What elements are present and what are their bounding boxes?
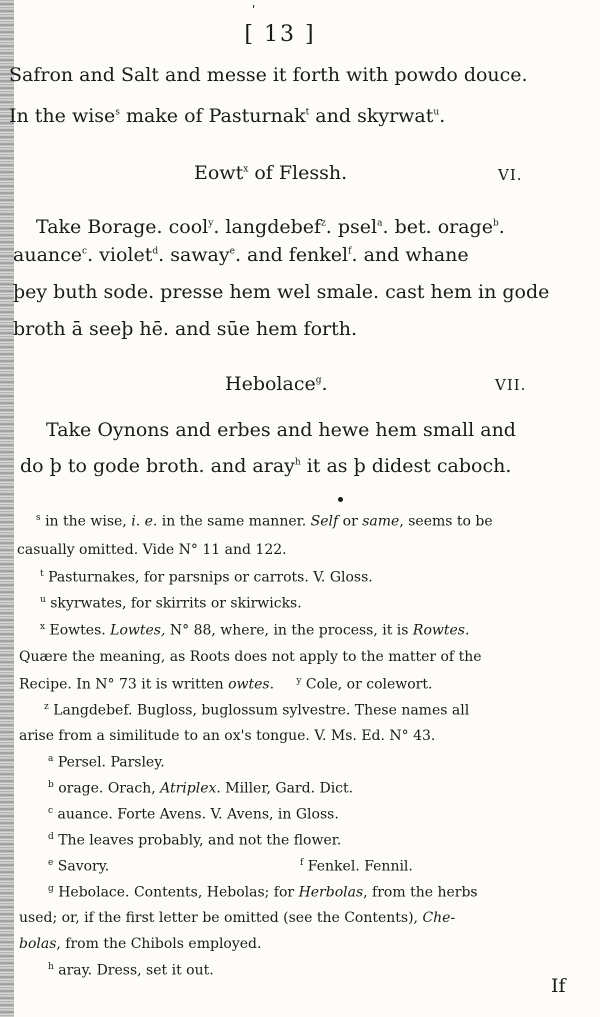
footnote: used; or, if the first letter be omitted (see the Contents), Che- bbox=[19, 910, 456, 926]
recipe-number: VI. bbox=[498, 166, 523, 184]
recipe-line: broth ā seeþ hē. and sūe hem forth. bbox=[13, 318, 358, 340]
recipe-line: do þ to gode broth. and aray$^h$ it as þ didest caboch. bbox=[20, 455, 512, 477]
footnote: $^g$ Hebolace. Contents, Hebolas; for Herbolas, from the herbs bbox=[48, 884, 478, 901]
recipe-title: Eowt$^x$ of Flessh. bbox=[194, 162, 348, 184]
footnote: $^s$ in the wise, i. e. in the same manner. Self or same, seems to be bbox=[36, 513, 493, 530]
page-mark: ʹ bbox=[252, 4, 256, 18]
footnote: $^e$ Savory. bbox=[48, 858, 110, 875]
footnote: $^f$ Fenkel. Fennil. bbox=[300, 858, 413, 875]
recipe-line: auance$^c$. violet$^d$. saway$^e$. and fenkel$^f$. and whane bbox=[13, 244, 469, 266]
recipe-line: þey buth sode. presse hem wel smale. cast hem in gode bbox=[13, 281, 550, 303]
continuation-line: In the wise$^s$ make of Pasturnak$^t$ and skyrwat$^u$. bbox=[9, 105, 446, 127]
footnote: $^z$ Langdebef. Bugloss, buglossum sylvestre. These names all bbox=[44, 702, 470, 719]
footnote: $^d$ The leaves probably, and not the flower. bbox=[48, 832, 342, 849]
page-number: [ 13 ] bbox=[244, 22, 316, 47]
continuation-line: Safron and Salt and messe it forth with powdo douce. bbox=[9, 64, 528, 86]
footnote: Recipe. In N° 73 it is written owtes. $^y$ Cole, or colewort. bbox=[19, 676, 433, 693]
footnote: $^c$ auance. Forte Avens. V. Avens, in Gloss. bbox=[48, 806, 339, 823]
footnote: arise from a similitude to an ox's tongue. V. Ms. Ed. N° 43. bbox=[19, 728, 436, 744]
recipe-title: Hebolace$^g$. bbox=[225, 373, 328, 395]
recipe-line: Take Borage. cool$^y$. langdebef$^z$. psel$^a$. bet. orage$^b$. bbox=[36, 216, 505, 238]
footnote: $^b$ orage. Orach, Atriplex. Miller, Gard. Dict. bbox=[48, 780, 354, 797]
footnote: $^x$ Eowtes. Lowtes, N° 88, where, in the process, it is Rowtes. bbox=[40, 622, 470, 639]
footnote: $^h$ aray. Dress, set it out. bbox=[48, 962, 214, 979]
footnote: Quære the meaning, as Roots does not apply to the matter of the bbox=[19, 649, 482, 665]
page-edge-shadow bbox=[0, 0, 14, 1017]
footnote: casually omitted. Vide N° 11 and 122. bbox=[17, 542, 287, 558]
footnote: $^a$ Persel. Parsley. bbox=[48, 754, 165, 771]
footnote: $^t$ Pasturnakes, for parsnips or carrots. V. Gloss. bbox=[40, 569, 373, 586]
section-divider-dot bbox=[338, 497, 343, 502]
footnote: bolas, from the Chibols employed. bbox=[19, 936, 262, 952]
footnote: $^u$ skyrwates, for skirrits or skirwicks. bbox=[40, 595, 302, 612]
catchword: If bbox=[551, 975, 566, 997]
recipe-number: VII. bbox=[495, 376, 527, 394]
recipe-line: Take Oynons and erbes and hewe hem small and bbox=[46, 419, 516, 441]
